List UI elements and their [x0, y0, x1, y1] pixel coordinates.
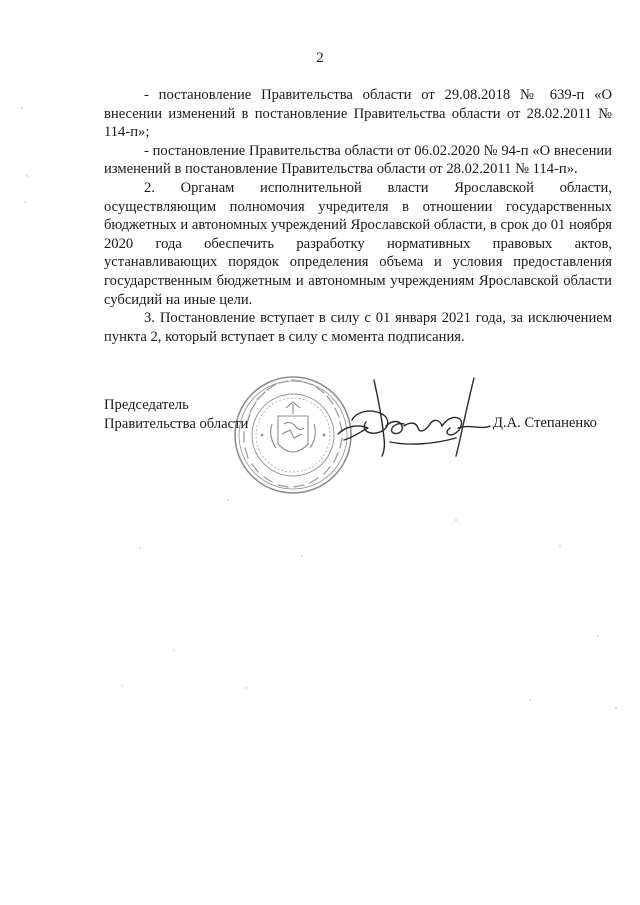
signatory-name: Д.А. Степаненко [493, 415, 597, 431]
signatory-title [104, 396, 248, 434]
document-body [104, 86, 612, 346]
paragraph-clause-2: 2. Органам исполнительной власти Ярославской области, осуществляющим полномочия учредителя в отношении государственных бюджетных и автономных учреждений Ярославской области, в срок до 01 ноября 2020 года обеспечить разработку нормативных правовых актов, устанавливающих порядок определения объема и условия предоставления государственным бюджетным и автономным учреждениям Ярославской области субсидий на иные цели. [104, 179, 612, 308]
paragraph-repeal-item-1: - постановление Правительства области от 29.08.2018 № 639-п «О внесении изменений в постановление Правительства области от 28.02.2011 № 114-п»; [104, 87, 612, 141]
page-number: 2 [316, 50, 324, 66]
paragraph-clause-3: 3. Постановление вступает в силу с 01 января 2021 года, за исключением пункта 2, который вступает в силу с момента подписания. [104, 310, 612, 345]
signatory-title-line-2: Правительства области [104, 416, 249, 432]
handwritten-signature-icon [330, 368, 500, 463]
paragraph-repeal-item-2: - постановление Правительства области от 06.02.2020 № 94-п «О внесении изменений в постановление Правительства области от 28.02.2011 № 114-п». [104, 142, 612, 178]
signatory-title-line-1: Председатель [104, 397, 189, 413]
